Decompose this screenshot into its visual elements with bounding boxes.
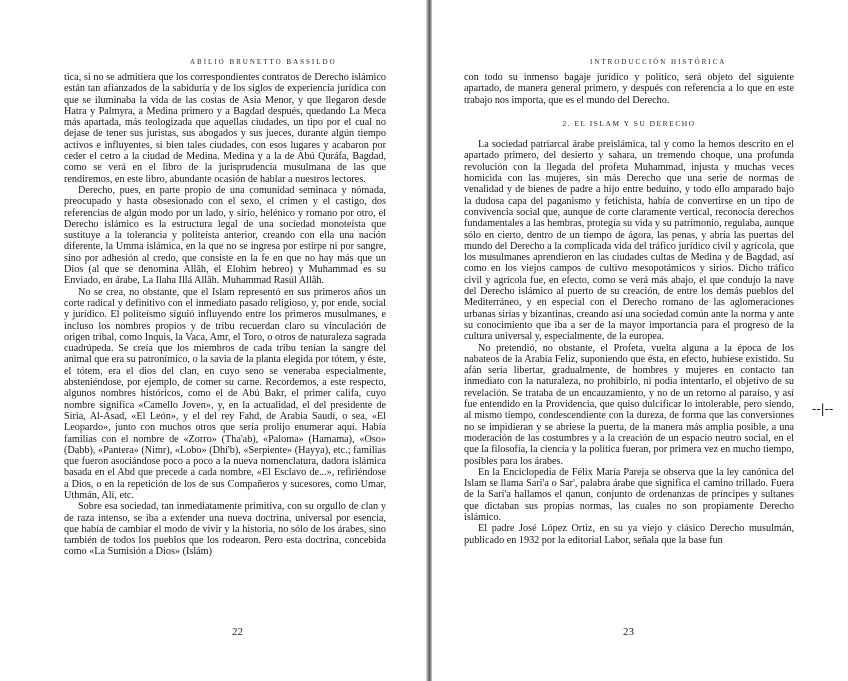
left-page-body — [64, 72, 386, 558]
paragraph: No pretendió, no obstante, el Profeta, vuelta alguna a la época de los nabateos de la Arabia Feliz, suponiendo que ésta, en efecto, hubiese existido. Su afán sería libertar, gradualmente, de hombres y mujeres en contacto tan inmediato con la naturaleza, no prohibirlo, ni podía intentarlo, el objetivo de su revelación. Se trataba de un encauzamiento, y no de un retorno al paraíso, y así fue entendido en la Providencia, que quiso dulcificar lo intolerable, pero siendo, al mismo tiempo, condescendiente con la dureza, de forma que las conversiones no se impidieran y se abriese la puerta, de la manera más amplia posible, a una moderación de las costumbres y a la creación de un espacio neutro social, en el que la filosofía, la ciencia y la política fueran, por primera vez en mucho tiempo, posibles para los árabes. — [464, 342, 794, 467]
paragraph: con todo su inmenso bagaje jurídico y político, será objeto del siguiente apartado, de manera general primero, y después con referencia a lo que en este trabajo nos importa, que es el mundo del Derecho. — [464, 72, 794, 106]
right-page-body — [464, 72, 794, 546]
margin-annotation: --|-- — [812, 402, 834, 416]
page-number-left: 22 — [232, 626, 243, 638]
paragraph: La sociedad patriarcal árabe preislámica, tal y como la hemos descrito en el apartado primero, del desierto y sahara, un tremendo choque, una profunda revolución con la llegada del profeta Muhammad, injusta y muchas veces homicida con las mujeres, sin más Derecho que una serie de normas de venalidad y de bienes de padre a hijo entre beduino, y todo ello amparado bajo la dudosa capa del paganismo y fetichista, había de convertirse en un tipo de convivencia social que, aunque de corte claramente vertical, reconocía derechos fundamentales a las hembras, protegía su vida y su patrimonio, regulaba, aunque sólo en cierto, dentro de un tiempo de ágora, las penas, y abría las puertas del mundo del Derecho a la complicada vida del tráfico jurídico civil y agrícola, que los musulmanes aprendieron en las ciudades cultas de Medina y de Bagdad, así como en los viejos campos de cultivo mesopotámicos y sirios. Dicho tráfico civil y agrícola fue, en efecto, como se verá más abajo, el que condujo la nave del Derecho islámico al puerto de su creación, de entre los demás pueblos del Mediterráneo, y en especial con el Derecho romano de las aglomeraciones urbanas sirias y bizantinas, creando así una sociedad común ante la norma y ante su conocimiento que iba a ser de la mayor importancia para el progreso de la cultura universal y, especialmente, de la europea. — [464, 139, 794, 343]
paragraph: Derecho, pues, en parte propio de una comunidad seminaca y nómada, preocupado y hasta obsesionado con el sexo, el crimen y el castigo, dos referencias de algún modo por un lado, y sirio, helénico y romano por otro, el Derecho islámico es la estructura legal de una sociedad monoteísta que sustituye a la tolerancia y politeísta anterior, creando con ella una nación diferente, la Umma islámica, en la que no se ingresa por estirpe ni por sangre, sino por adhesión al credo, que consiste en la fe en que no hay más que un Dios (al que se denomina Allâh, el Elohim hebreo) y Muhammad es su Enviado, en árabe, La Ilaha Illá Allâh. Muhammad Rasúl Allâh. — [64, 184, 386, 287]
paragraph: No se crea, no obstante, que el Islam representó en sus primeros años un corte radical y definitivo con el inmediato pasado religioso, y, por ende, social y jurídico. El politeísmo siguió influyendo entre los primeros musulmanes, e incluso los nombres propios y de tribu recuerdan claro su vinculación de origen tribal, como Inquis, la Vaca, Amr, el Toro, o otros de naturaleza sagrada cuadrúpeda. Se creía que los miembros de cada tribu tenían la sangre del animal que era su patronímico, o la savia de la planta elegida por tótem, y éste, el tótem, era el dios del clan, en cuyo seno se veneraba especialmente, absteniéndose, por ejemplo, de comer su carne. Recordemos, a este respecto, algunos nombres históricos, como el de Abú Bakr, el primer califa, cuyo nombre significa «Camello Joven», y, en la actualidad, el del presidente de Siria, Al-Asad, «El León», y el del rey Fahd, de Arabia Saudí, o sea, «El Leopardo», junto con muchos otros que sería prolijo enumerar aquí. Había familias con el nombre de «Zorro» (Tha'ab), «Paloma» (Hamama), «Oso» (Dabb), «Pantera» (Nimr), «Lobo» (Dhi'b), «Serpiente» (Hayya), etc.; familias que fueron asociándose poco a poco a la nueva nomenclatura, dadora islámica basada en el Abd que precede a cada nombre, «El Esclavo de...», refiriéndose a Dios, o en la repetición de los de sus Compañeros y sucesores, como Umar, Uthmán, Alí, etc. — [64, 286, 386, 501]
page-number-right: 23 — [623, 626, 634, 638]
running-head-right: INTRODUCCIÓN HISTÓRICA — [590, 58, 727, 66]
paragraph: El padre José López Ortiz, en su ya viejo y clásico Derecho musulmán, publicado en 1932 por la editorial Labor, señala que la base fun — [464, 523, 794, 546]
right-page — [430, 0, 848, 681]
running-head-left: ABILIO BRUNETTO BASSILDO — [190, 58, 337, 66]
paragraph: tica, si no se admitiera que los correspondientes contratos de Derecho islámico están tan afianzados de la sabiduría y de los siglos de experiencia jurídica con que se iluminaba la vida de las costas de Asia Menor, y que llegaron desde Hatra y Palmyra, a Medina primero y a Bagdad después, quedando La Meca más apartada, más teologizada que aquellas ciudades, un tipo por el cual no dejase de tener sus juristas, sus abogados y sus jueces, durante algún tiempo activos e influyentes, si bien tales ciudades, con esos lugares y acabaron por ceder el cetro a la ciudad de Medina. Medina y a la de Abú Quráfa, Bagdad, como se verá en el libro de la jurisprudencia musulmana de las que rendiremos, en este libro, abundante ocasión de hablar a nuestros lectores. — [64, 72, 386, 185]
section-heading: 2. EL ISLAM Y SU DERECHO — [562, 118, 696, 128]
paragraph: En la Enciclopedia de Félix María Pareja se observa que la ley canónica del Islam se llama Sari'a o Sar', palabra árabe que significa el camino trillado. Fuera de la Sari'a hallamos el qanun, conjunto de ordenanzas de príncipes y sultanes que dictaban sus propias normas, las cuales no son propiamente Derecho islámico. — [464, 466, 794, 523]
paragraph: Sobre esa sociedad, tan inmediatamente primitiva, con su orgullo de clan y de raza intenso, se iba a extender una nueva doctrina, universal por esencia, que había de cambiar el modo de vivir y la historia, no sólo de los árabes, sino también de todos los pueblos que los rodearon. Pero esta doctrina, concebida como «La Sumisión a Dios» (Islám) — [64, 501, 386, 558]
